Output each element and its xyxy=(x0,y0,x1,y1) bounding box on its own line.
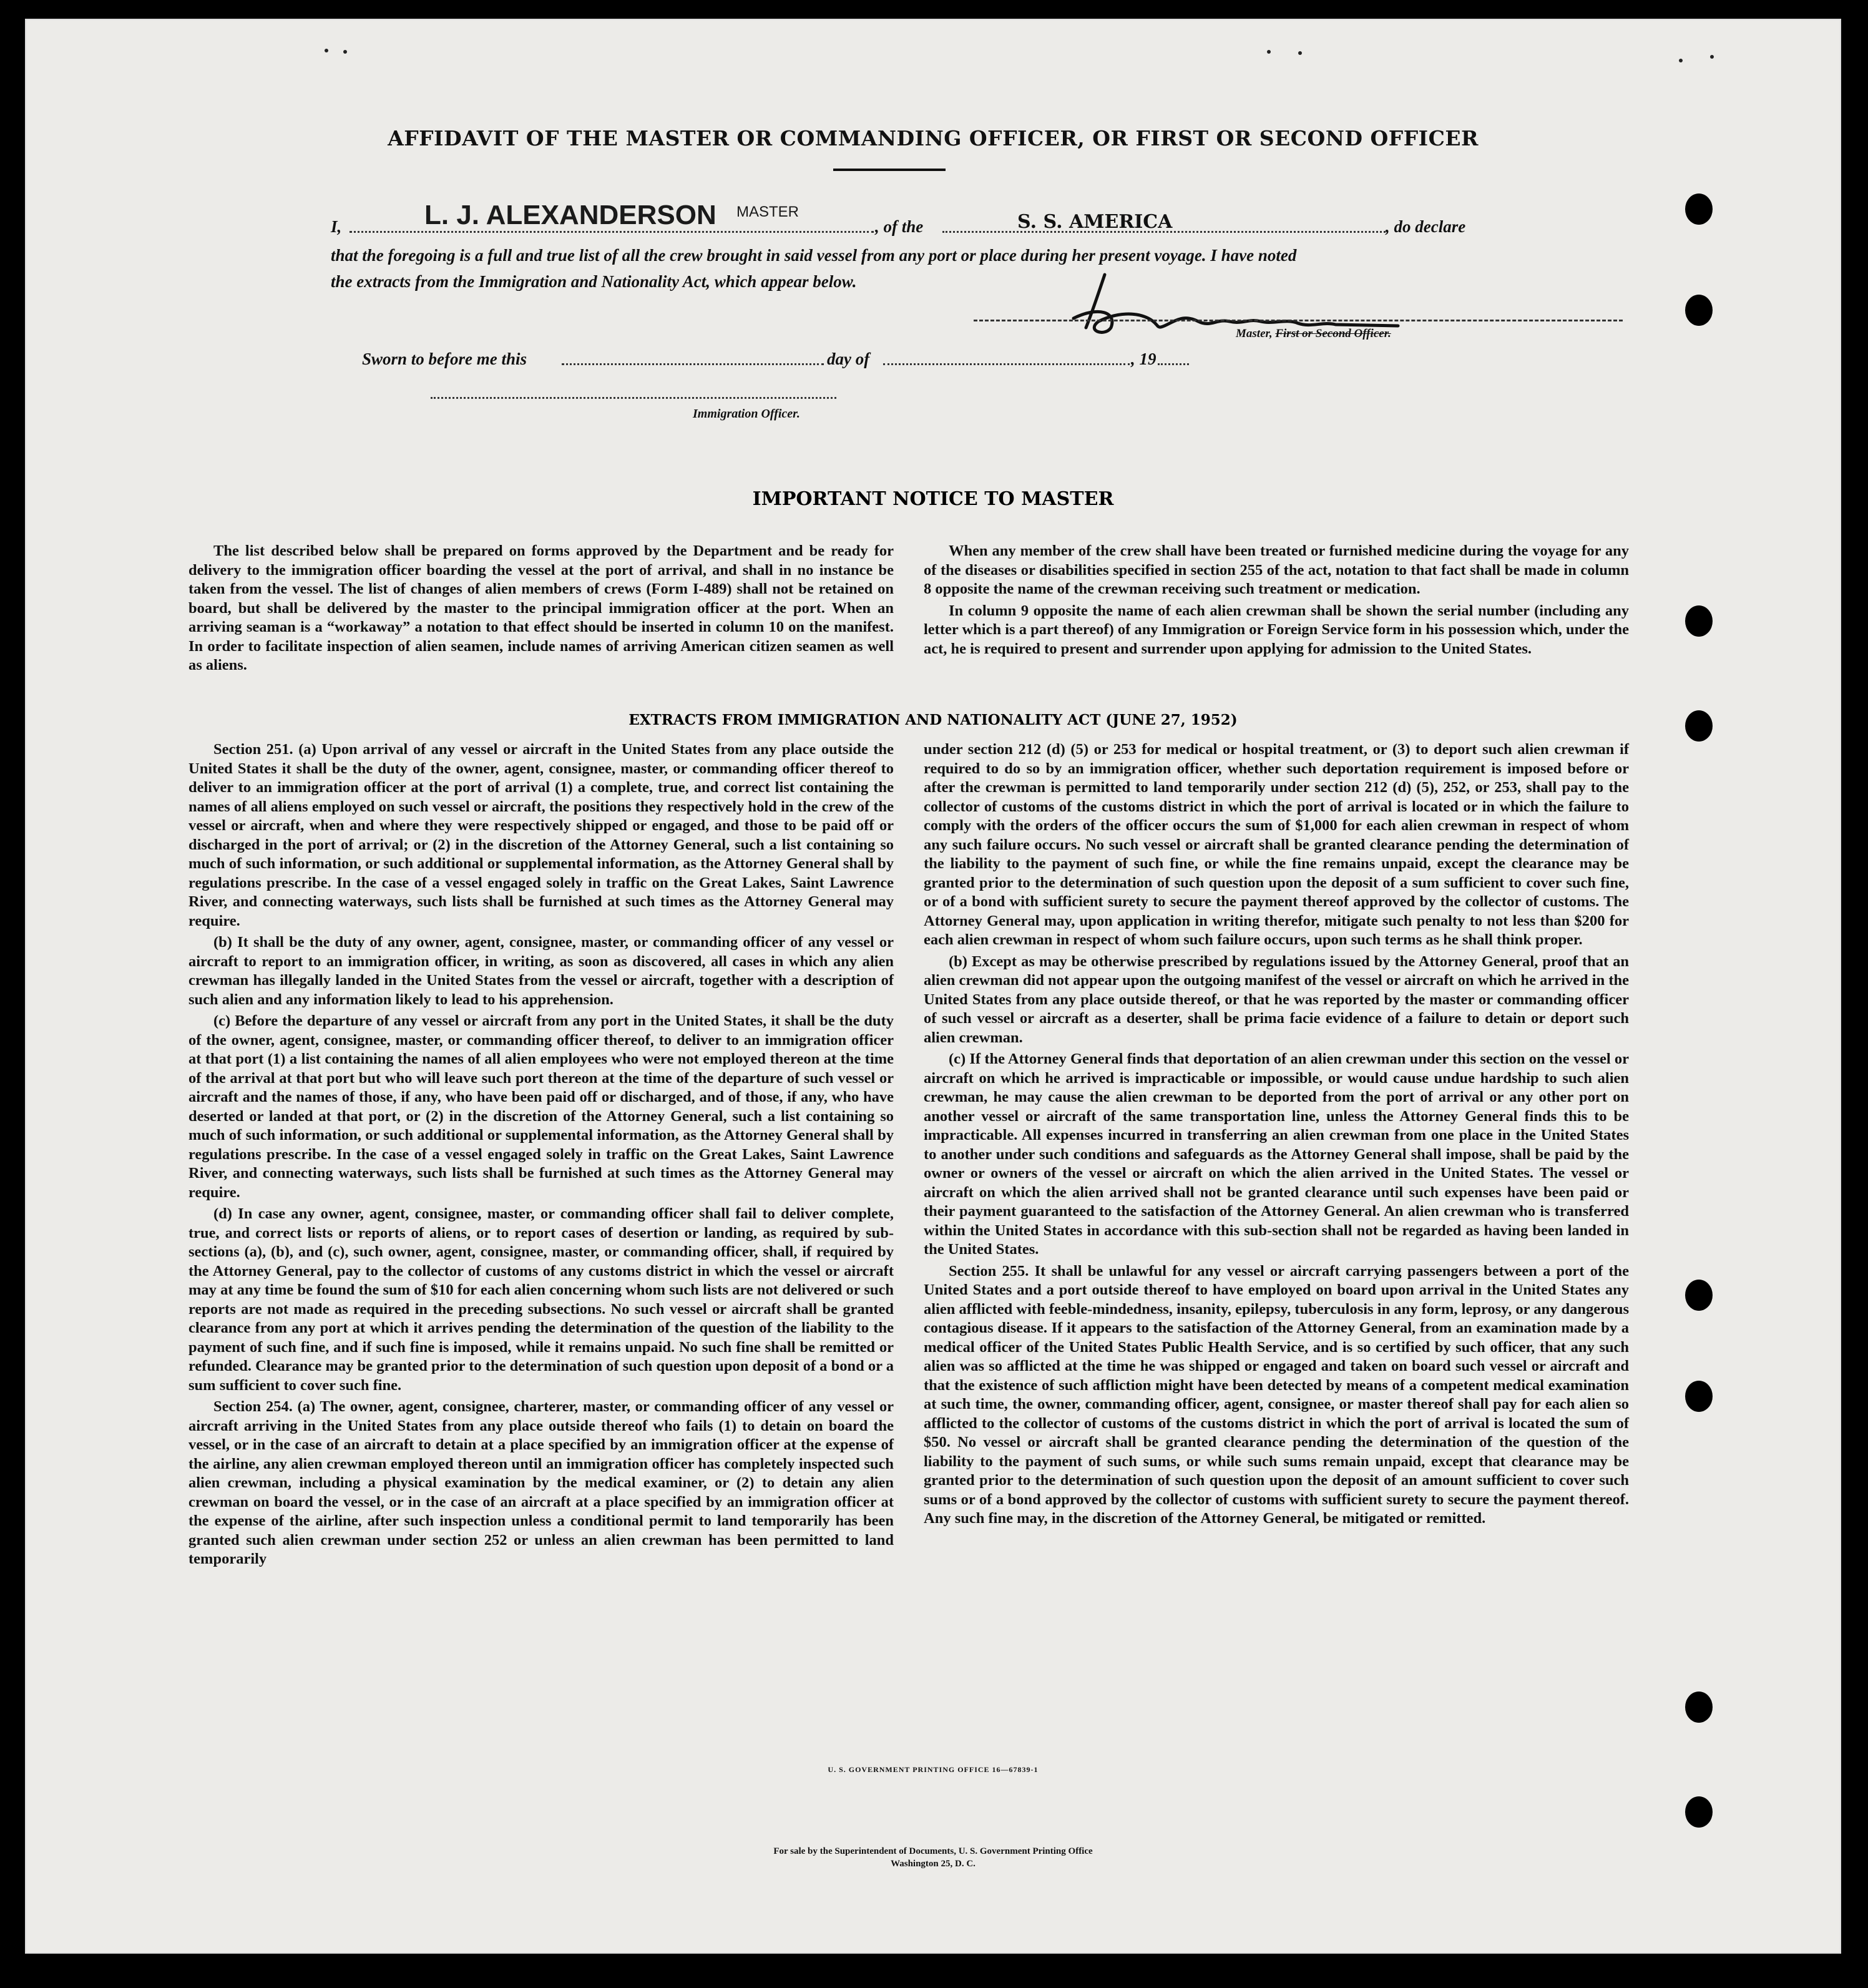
notice-left-column xyxy=(188,542,894,678)
vessel-name-field[interactable]: S. S. AMERICA xyxy=(1017,211,1173,233)
rank-field[interactable]: MASTER xyxy=(736,203,800,220)
signature-line xyxy=(974,320,1623,321)
sale-line-2: Washington 25, D. C. xyxy=(891,1859,976,1869)
punch-hole xyxy=(1685,193,1713,225)
year-label: , 19 xyxy=(1131,350,1156,368)
section-254-a-continued: under section 212 (d) (5) or 253 for medical or hospital treatment, or (3) to deport such alien crewman if required to do so by an immigration officer, whether such deportation requirement is imposed before or after the crewman is permitted to land temporarily under section 212 (d) (5), 252, or 253, shall pay to the collector of customs of the customs district in which the port of arrival is located or in which the failure to comply with the orders of the officer occurs the sum of $1,000 for each alien crewman in respect of whom any such failure occurs. No such vessel or aircraft shall be granted clearance pending the determination of the liability to the payment of such fine, or while the fine remains unpaid, except the clearance may be granted prior to the determination of such question upon the deposit of a sum sufficient to cover such fine, or of a bond with sufficient surety to secure the payment thereof approved by the collector of customs. The Attorney General may, upon application in writing therefor, mitigate such penalty to not less than $200 for each alien crewman in respect of whom such failure occurs, upon such terms as he shall think proper. xyxy=(924,741,1629,948)
sale-line-1: For sale by the Superintendent of Documents, U. S. Government Printing Office xyxy=(773,1846,1093,1856)
section-251-c: (c) Before the departure of any vessel or aircraft from any port in the United States, it shall be the duty of the owner, agent, consignee, master, or commanding officer thereof, to deliver to an immigration officer at that port (1) a list containing the names of all alien employees who were not employed thereon at the time of the arrival at that port but who will leave such port thereon at the time of the departure of such vessel or aircraft and the names of those, if any, who have been paid off or discharged, and of those, if any, who have deserted or landed at that port, or (2) in the discretion of the Attorney General, such a list containing so much of such information, or such additional or supplemental information, as the Attorney General shall by regulations prescribe. In the case of a vessel engaged solely in traffic on the Great Lakes, Saint Lawrence River, and connecting waterways, such lists shall be furnished at such times as the Attorney General may require. xyxy=(188,1012,894,1201)
affidavit-sheet xyxy=(25,19,1841,1954)
name-field-line xyxy=(350,231,874,233)
sworn-day-line xyxy=(562,363,824,365)
signer-caption-officer: First or Second Officer. xyxy=(1275,327,1391,340)
punch-hole xyxy=(1685,1280,1713,1311)
title-rule xyxy=(833,169,946,171)
sworn-month-line xyxy=(883,363,1130,365)
master-name-field[interactable]: L. J. ALEXANDERSON xyxy=(424,200,716,230)
section-254-b: (b) Except as may be otherwise prescribed by regulations issued by the Attorney General, proof that an alien crewman did not appear upon the outgoing manifest of the vessel or aircraft on which he arrived in the United States from any place outside thereof, or that he was reported by the master or commanding officer of such vessel or aircraft as a deserter, shall be prima facie evidence of a failure to detain or deport such alien crewman. xyxy=(924,952,1629,1046)
notice-right-paragraph: In column 9 opposite the name of each alien crewman shall be shown the serial number (including any letter which is a part thereof) of any Immigration or Foreign Service form in his possession which, under the act, he is required to present and surrender upon applying for admission to the United States. xyxy=(924,602,1629,657)
sworn-label: Sworn to before me this xyxy=(362,350,527,368)
punch-hole xyxy=(1685,1381,1713,1412)
extracts-left-column xyxy=(188,740,894,1572)
section-254-c: (c) If the Attorney General finds that deportation of an alien crewman under this section on the vessel or aircraft on which he arrived is impracticable or impossible, or would cause undue hardship to such alien crewman, he may cause the alien crewman to be deported from the port of arrival or any other port on another vessel or aircraft of the same transportation line, unless the Attorney General finds this to be impracticable. All expenses incurred in transferring an alien crewman from one place in the United States to another under such conditions and safeguards as the Attorney General shall impose, shall be paid by the owner or owners of the vessel or aircraft on which the alien arrived in the United States. The vessel or aircraft on which the alien arrived shall not be granted clearance until such expenses have been paid or their payment guaranteed to the satisfaction of the Attorney General. An alien crewman who is transferred within the United States in accordance with this sub-section shall not be regarded as having been landed in the United States. xyxy=(924,1050,1629,1258)
punch-hole xyxy=(1685,295,1713,326)
sworn-year-line xyxy=(1158,363,1189,365)
printing-office-line: U. S. GOVERNMENT PRINTING OFFICE 16—67839-1 xyxy=(828,1765,1039,1774)
speck xyxy=(1267,50,1271,54)
section-251-a: Section 251. (a) Upon arrival of any vessel or aircraft in the United States from any place outside the United States it shall be the duty of the owner, agent, consignee, master, or commanding officer thereof to deliver to an immigration officer at the port of arrival (1) a complete, true, and correct list containing the names of all aliens employed on such vessel or aircraft, the positions they respectively hold in the crew of the vessel or aircraft, when and where they were respectively shipped or engaged, and those to be paid off or discharged in the port of arrival; or (2) in the discretion of the Attorney General, such a list containing so much of such information, or such additional or supplemental information, as the Attorney General shall by regulations prescribe. In the case of a vessel engaged solely in traffic on the Great Lakes, Saint Lawrence River, and connecting waterways, such lists shall be furnished at such times as the Attorney General may require. xyxy=(188,741,894,929)
immigration-officer-line xyxy=(431,397,836,399)
speck xyxy=(1679,59,1683,62)
section-254-a: Section 254. (a) The owner, agent, consignee, charterer, master, or commanding officer of any vessel or aircraft arriving in the United States from any place outside thereof who fails (1) to detain on board the vessel, or in the case of an aircraft to detain at a place specified by an immigration officer at the expense of the airline, any alien crewman employed thereon until an immigration officer has completely inspected such alien crewman, including a physical examination by the medical examiner, or (2) to detain any alien crewman on board the vessel, or in the case of an aircraft at a place specified by an immigration officer at the expense of the airline, after such inspection unless a conditional permit to land temporarily has been granted such alien crewman under section 252 or unless an alien crewman has been permitted to land temporarily xyxy=(188,1398,894,1567)
section-255: Section 255. It shall be unlawful for any vessel or aircraft carrying passengers between a port of the United States and a port outside thereof to have employed on board upon arrival in the United States any alien afflicted with feeble-mindedness, insanity, epilepsy, tuberculosis in any form, leprosy, or any dangerous contagious disease. If it appears to the satisfaction of the Attorney General, from an examination made by a medical officer of the United States Public Health Service, and is so certified by such officer, that any such alien was so afflicted at the time he was shipped or engaged and taken on board such vessel or aircraft and that the existence of such affliction might have been detected by means of a competent medical examination at such time, the owner, commanding officer, agent, consignee, or master thereof shall pay for each alien so afflicted to the collector of customs of the customs district in which the port of arrival is located the sum of $50. No vessel or aircraft shall be granted clearance pending the determination of the question of the liability to the payment of such sums, or while such sums remain unpaid, except that clearance may be granted prior to the determination of such question upon the deposit of an amount sufficient to cover such sums or of a bond approved by the collector of customs with sufficient surety to secure the payment thereof. Any such fine may, in the discretion of the Attorney General, be mitigated or remitted. xyxy=(924,1262,1629,1527)
notice-left-paragraph: The list described below shall be prepared on forms approved by the Department and be ready for delivery to the immigration officer boarding the vessel at the port of arrival, and shall in no instance be taken from the vessel. The list of changes of alien members of crews (Form I-489) shall not be retained on board, but shall be delivered by the master to the principal immigration officer at the port. When an arriving seaman is a “workaway” a notation to that effect should be inserted in column 10 on the manifest. In order to facilitate inspection of alien seamen, include names of arriving American citizen seamen as well as aliens. xyxy=(188,542,894,673)
speck xyxy=(1710,55,1714,59)
day-of-label: day of xyxy=(827,350,870,368)
extracts-title: EXTRACTS FROM IMMIGRATION AND NATIONALITY ACT (JUNE 27, 1952) xyxy=(628,712,1238,728)
speck xyxy=(1298,51,1302,55)
punch-hole xyxy=(1685,1692,1713,1723)
section-251-d: (d) In case any owner, agent, consignee, master, or commanding officer shall fail to deliver complete, true, and correct lists or reports of aliens, or to report cases of desertion or landing, as required by sub-sections (a), (b), and (c), such owner, agent, consignee, master, or commanding officer, shall, if required by the Attorney General, pay to the collector of customs of any customs district in which the vessel or aircraft may at any time be found the sum of $10 for each alien concerning whom such lists are not delivered or such reports are not made as required in the preceding subsections. No such vessel or aircraft shall be granted clearance from any port at which it arrives pending the determination of the question of the liability to the payment of such fine, and if such fine is imposed, while it remains unpaid. No such fine shall be remitted or refunded. Clearance may be granted prior to the determination of such question upon deposit of a bond or a sum sufficient to cover such fine. xyxy=(188,1205,894,1394)
extracts-right-column xyxy=(924,740,1629,1531)
punch-hole xyxy=(1685,1796,1713,1828)
immigration-officer-caption: Immigration Officer. xyxy=(693,407,800,421)
notice-right-column xyxy=(924,542,1629,661)
punch-hole xyxy=(1685,710,1713,742)
notice-title: IMPORTANT NOTICE TO MASTER xyxy=(752,488,1114,510)
signer-caption-master: Master, xyxy=(1236,327,1273,340)
speck xyxy=(343,50,347,54)
declaration-line-2: that the foregoing is a full and true list of all the crew brought in said vessel from any port or place during her present voyage. I have noted xyxy=(331,246,1297,265)
declaration-prefix: I, xyxy=(331,217,342,236)
signer-caption xyxy=(1236,327,1391,341)
of-the-label: , of the xyxy=(875,217,924,236)
section-251-b: (b) It shall be the duty of any owner, agent, consignee, master, or commanding officer of any vessel or aircraft to report to an immigration officer, in writing, as soon as discovered, all cases in which any alien crewman has illegally landed in the United States from the vessel or aircraft, together with a description of such alien and any information likely to lead to his apprehension. xyxy=(188,934,894,1008)
sale-notice xyxy=(25,1845,1841,1870)
form-title: AFFIDAVIT OF THE MASTER OR COMMANDING OFFICER, OR FIRST OR SECOND OFFICER xyxy=(388,126,1479,150)
punch-hole xyxy=(1685,605,1713,637)
notice-right-paragraph: When any member of the crew shall have been treated or furnished medicine during the voyage for any of the diseases or disabilities specified in section 255 of the act, notation to that fact shall be made in column 8 opposite the name of the crewman receiving such treatment or medication. xyxy=(924,542,1629,597)
declaration-line-3: the extracts from the Immigration and Nationality Act, which appear below. xyxy=(331,272,857,291)
do-declare-label: , do declare xyxy=(1386,217,1466,236)
speck xyxy=(325,49,328,52)
